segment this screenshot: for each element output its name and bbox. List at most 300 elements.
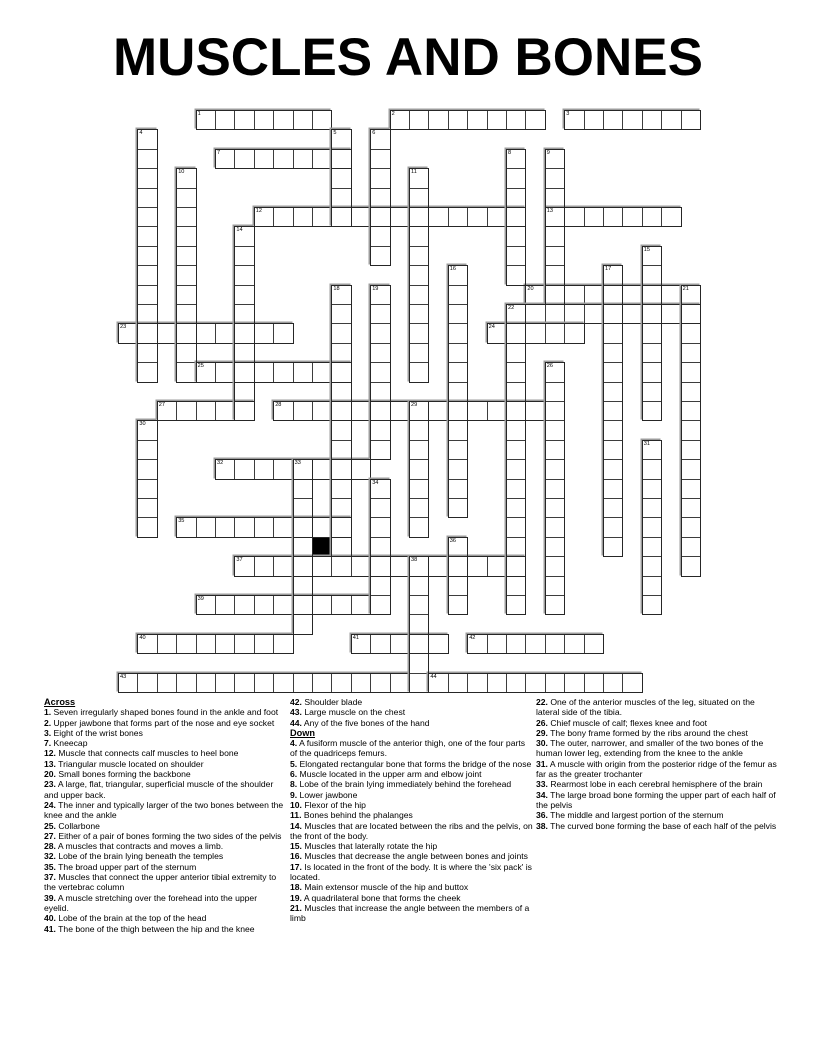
grid-cell[interactable] [254,595,274,615]
grid-cell[interactable] [390,110,410,130]
grid-cell[interactable] [331,129,351,149]
grid-cell[interactable] [409,440,429,460]
grid-cell[interactable] [370,226,390,246]
grid-cell[interactable] [312,362,332,382]
grid-cell[interactable] [448,498,468,518]
grid-cell[interactable] [642,595,662,615]
grid-cell[interactable] [370,323,390,343]
grid-cell[interactable] [409,285,429,305]
grid-cell[interactable] [370,207,390,227]
grid-cell[interactable] [681,440,701,460]
grid-cell[interactable] [545,556,565,576]
grid-cell[interactable] [409,420,429,440]
grid-cell[interactable] [273,323,293,343]
grid-cell[interactable] [370,556,390,576]
grid-cell[interactable] [370,498,390,518]
grid-cell[interactable] [642,576,662,596]
grid-cell[interactable] [448,265,468,285]
grid-cell[interactable] [293,498,313,518]
grid-cell[interactable] [467,110,487,130]
grid-cell[interactable] [622,207,642,227]
grid-cell[interactable] [234,285,254,305]
grid-cell[interactable] [448,673,468,693]
grid-cell[interactable] [603,401,623,421]
grid-cell[interactable] [603,498,623,518]
grid-cell[interactable] [642,323,662,343]
grid-cell[interactable] [545,304,565,324]
grid-cell[interactable] [642,498,662,518]
grid-cell[interactable] [293,517,313,537]
grid-cell[interactable] [137,304,157,324]
grid-cell[interactable] [215,362,235,382]
grid-cell[interactable] [273,401,293,421]
grid-cell[interactable] [642,537,662,557]
grid-cell[interactable] [390,401,410,421]
grid-cell[interactable] [603,537,623,557]
grid-cell[interactable] [525,110,545,130]
grid-cell[interactable] [642,362,662,382]
grid-cell[interactable] [506,673,526,693]
grid-cell[interactable] [370,285,390,305]
grid-cell[interactable] [176,323,196,343]
grid-cell[interactable] [331,537,351,557]
grid-cell[interactable] [176,401,196,421]
grid-cell[interactable] [448,401,468,421]
grid-cell[interactable] [234,110,254,130]
grid-cell[interactable] [293,149,313,169]
grid-cell[interactable] [293,673,313,693]
grid-cell[interactable] [428,207,448,227]
grid-cell[interactable] [176,304,196,324]
grid-cell[interactable] [234,634,254,654]
grid-cell[interactable] [467,556,487,576]
grid-cell[interactable] [390,207,410,227]
grid-cell[interactable] [681,498,701,518]
grid-cell[interactable] [331,207,351,227]
grid-cell[interactable] [312,459,332,479]
grid-cell[interactable] [234,265,254,285]
grid-cell[interactable] [545,323,565,343]
grid-cell[interactable] [137,129,157,149]
grid-cell[interactable] [409,110,429,130]
grid-cell[interactable] [331,188,351,208]
grid-cell[interactable] [254,149,274,169]
grid-cell[interactable] [467,673,487,693]
grid-cell[interactable] [506,537,526,557]
grid-cell[interactable] [293,362,313,382]
grid-cell[interactable] [273,634,293,654]
grid-cell[interactable] [545,498,565,518]
grid-cell[interactable] [293,207,313,227]
grid-cell[interactable] [545,207,565,227]
grid-cell[interactable] [525,673,545,693]
grid-cell[interactable] [545,188,565,208]
grid-cell[interactable] [487,556,507,576]
grid-cell[interactable] [428,556,448,576]
grid-cell[interactable] [409,207,429,227]
grid-cell[interactable] [409,576,429,596]
grid-cell[interactable] [584,673,604,693]
grid-cell[interactable] [545,285,565,305]
grid-cell[interactable] [176,285,196,305]
grid-cell[interactable] [681,323,701,343]
grid-cell[interactable] [137,420,157,440]
grid-cell[interactable] [331,498,351,518]
grid-cell[interactable] [506,265,526,285]
grid-cell[interactable] [506,362,526,382]
grid-cell[interactable] [293,595,313,615]
grid-cell[interactable] [603,304,623,324]
grid-cell[interactable] [545,168,565,188]
grid-cell[interactable] [137,479,157,499]
grid-cell[interactable] [448,576,468,596]
grid-cell[interactable] [254,673,274,693]
grid-cell[interactable] [234,246,254,266]
grid-cell[interactable] [642,246,662,266]
grid-cell[interactable] [545,265,565,285]
grid-cell[interactable] [506,168,526,188]
grid-cell[interactable] [681,537,701,557]
grid-cell[interactable] [137,634,157,654]
grid-cell[interactable] [584,304,604,324]
grid-cell[interactable] [545,226,565,246]
grid-cell[interactable] [506,188,526,208]
grid-cell[interactable] [661,207,681,227]
grid-cell[interactable] [545,634,565,654]
grid-cell[interactable] [351,459,371,479]
grid-cell[interactable] [157,634,177,654]
grid-cell[interactable] [234,323,254,343]
grid-cell[interactable] [506,304,526,324]
grid-cell[interactable] [331,673,351,693]
grid-cell[interactable] [506,401,526,421]
grid-cell[interactable] [681,420,701,440]
grid-cell[interactable] [506,595,526,615]
grid-cell[interactable] [137,459,157,479]
grid-cell[interactable] [273,207,293,227]
grid-cell[interactable] [331,168,351,188]
grid-cell[interactable] [642,304,662,324]
grid-cell[interactable] [525,285,545,305]
grid-cell[interactable] [564,285,584,305]
grid-cell[interactable] [176,226,196,246]
grid-cell[interactable] [312,556,332,576]
grid-cell[interactable] [448,110,468,130]
grid-cell[interactable] [293,614,313,634]
grid-cell[interactable] [448,323,468,343]
grid-cell[interactable] [254,207,274,227]
grid-cell[interactable] [293,576,313,596]
grid-cell[interactable] [254,362,274,382]
grid-cell[interactable] [409,614,429,634]
grid-cell[interactable] [137,149,157,169]
grid-cell[interactable] [681,401,701,421]
grid-cell[interactable] [448,556,468,576]
grid-cell[interactable] [603,343,623,363]
grid-cell[interactable] [642,285,662,305]
grid-cell[interactable] [137,343,157,363]
grid-cell[interactable] [661,110,681,130]
grid-cell[interactable] [545,362,565,382]
grid-cell[interactable] [506,440,526,460]
grid-cell[interactable] [603,440,623,460]
grid-cell[interactable] [506,110,526,130]
grid-cell[interactable] [584,207,604,227]
grid-cell[interactable] [545,673,565,693]
grid-cell[interactable] [506,246,526,266]
grid-cell[interactable] [506,479,526,499]
grid-cell[interactable] [409,226,429,246]
grid-cell[interactable] [370,343,390,363]
grid-cell[interactable] [331,401,351,421]
grid-cell[interactable] [331,517,351,537]
grid-cell[interactable] [564,673,584,693]
grid-cell[interactable] [331,556,351,576]
grid-cell[interactable] [370,149,390,169]
grid-cell[interactable] [448,595,468,615]
grid-cell[interactable] [331,323,351,343]
grid-cell[interactable] [312,110,332,130]
grid-cell[interactable] [331,420,351,440]
grid-cell[interactable] [681,362,701,382]
grid-cell[interactable] [234,556,254,576]
grid-cell[interactable] [176,188,196,208]
grid-cell[interactable] [603,207,623,227]
grid-cell[interactable] [642,479,662,499]
grid-cell[interactable] [176,343,196,363]
grid-cell[interactable] [603,517,623,537]
grid-cell[interactable] [642,265,662,285]
grid-cell[interactable] [448,304,468,324]
grid-cell[interactable] [603,362,623,382]
grid-cell[interactable] [622,110,642,130]
grid-cell[interactable] [448,420,468,440]
grid-cell[interactable] [176,246,196,266]
grid-cell[interactable] [137,673,157,693]
grid-cell[interactable] [681,517,701,537]
grid-cell[interactable] [409,673,429,693]
grid-cell[interactable] [467,634,487,654]
grid-cell[interactable] [370,246,390,266]
grid-cell[interactable] [234,401,254,421]
grid-cell[interactable] [642,440,662,460]
grid-cell[interactable] [137,517,157,537]
grid-cell[interactable] [448,343,468,363]
grid-cell[interactable] [293,537,313,557]
grid-cell[interactable] [681,479,701,499]
grid-cell[interactable] [409,517,429,537]
grid-cell[interactable] [118,323,138,343]
grid-cell[interactable] [564,304,584,324]
grid-cell[interactable] [273,595,293,615]
grid-cell[interactable] [273,459,293,479]
grid-cell[interactable] [448,207,468,227]
grid-cell[interactable] [196,595,216,615]
grid-cell[interactable] [137,168,157,188]
grid-cell[interactable] [448,362,468,382]
grid-cell[interactable] [312,401,332,421]
grid-cell[interactable] [467,207,487,227]
grid-cell[interactable] [234,362,254,382]
grid-cell[interactable] [506,207,526,227]
grid-cell[interactable] [234,459,254,479]
grid-cell[interactable] [331,440,351,460]
grid-cell[interactable] [137,207,157,227]
grid-cell[interactable] [137,188,157,208]
grid-cell[interactable] [137,440,157,460]
grid-cell[interactable] [448,537,468,557]
grid-cell[interactable] [176,634,196,654]
grid-cell[interactable] [196,110,216,130]
grid-cell[interactable] [409,556,429,576]
grid-cell[interactable] [293,479,313,499]
grid-cell[interactable] [312,517,332,537]
grid-cell[interactable] [312,207,332,227]
grid-cell[interactable] [506,382,526,402]
grid-cell[interactable] [545,149,565,169]
grid-cell[interactable] [506,149,526,169]
grid-cell[interactable] [351,207,371,227]
grid-cell[interactable] [409,498,429,518]
grid-cell[interactable] [331,343,351,363]
grid-cell[interactable] [661,285,681,305]
grid-cell[interactable] [525,323,545,343]
grid-cell[interactable] [603,265,623,285]
grid-cell[interactable] [254,517,274,537]
grid-cell[interactable] [428,634,448,654]
grid-cell[interactable] [409,304,429,324]
grid-cell[interactable] [428,110,448,130]
grid-cell[interactable] [448,285,468,305]
grid-cell[interactable] [409,343,429,363]
grid-cell[interactable] [234,595,254,615]
grid-cell[interactable] [370,537,390,557]
grid-cell[interactable] [234,149,254,169]
grid-cell[interactable] [622,673,642,693]
grid-cell[interactable] [234,673,254,693]
grid-cell[interactable] [293,110,313,130]
grid-cell[interactable] [137,226,157,246]
grid-cell[interactable] [642,110,662,130]
grid-cell[interactable] [428,673,448,693]
grid-cell[interactable] [681,110,701,130]
grid-cell[interactable] [409,265,429,285]
grid-cell[interactable] [234,517,254,537]
grid-cell[interactable] [351,595,371,615]
grid-cell[interactable] [137,246,157,266]
grid-cell[interactable] [254,323,274,343]
grid-cell[interactable] [215,459,235,479]
grid-cell[interactable] [622,304,642,324]
grid-cell[interactable] [390,634,410,654]
grid-cell[interactable] [545,459,565,479]
grid-cell[interactable] [506,420,526,440]
grid-cell[interactable] [506,226,526,246]
grid-cell[interactable] [176,207,196,227]
grid-cell[interactable] [681,382,701,402]
grid-cell[interactable] [118,673,138,693]
grid-cell[interactable] [487,401,507,421]
grid-cell[interactable] [293,401,313,421]
grid-cell[interactable] [370,595,390,615]
grid-cell[interactable] [564,110,584,130]
grid-cell[interactable] [254,459,274,479]
grid-cell[interactable] [370,188,390,208]
grid-cell[interactable] [603,323,623,343]
grid-cell[interactable] [545,420,565,440]
grid-cell[interactable] [176,265,196,285]
grid-cell[interactable] [545,479,565,499]
grid-cell[interactable] [603,285,623,305]
grid-cell[interactable] [312,149,332,169]
grid-cell[interactable] [331,459,351,479]
grid-cell[interactable] [215,595,235,615]
grid-cell[interactable] [525,634,545,654]
grid-cell[interactable] [487,673,507,693]
grid-cell[interactable] [564,634,584,654]
grid-cell[interactable] [545,440,565,460]
grid-cell[interactable] [351,634,371,654]
grid-cell[interactable] [545,576,565,596]
grid-cell[interactable] [409,323,429,343]
grid-cell[interactable] [545,537,565,557]
grid-cell[interactable] [487,110,507,130]
grid-cell[interactable] [293,459,313,479]
grid-cell[interactable] [351,401,371,421]
grid-cell[interactable] [681,343,701,363]
grid-cell[interactable] [506,576,526,596]
grid-cell[interactable] [409,653,429,673]
grid-cell[interactable] [331,479,351,499]
grid-cell[interactable] [234,304,254,324]
grid-cell[interactable] [409,595,429,615]
grid-cell[interactable] [215,323,235,343]
grid-cell[interactable] [137,285,157,305]
grid-cell[interactable] [545,401,565,421]
grid-cell[interactable] [603,459,623,479]
grid-cell[interactable] [234,226,254,246]
grid-cell[interactable] [157,401,177,421]
grid-cell[interactable] [642,207,662,227]
grid-cell[interactable] [370,479,390,499]
grid-cell[interactable] [176,168,196,188]
grid-cell[interactable] [642,382,662,402]
grid-cell[interactable] [370,673,390,693]
grid-cell[interactable] [254,110,274,130]
grid-cell[interactable] [681,556,701,576]
grid-cell[interactable] [370,129,390,149]
grid-cell[interactable] [506,556,526,576]
grid-cell[interactable] [176,517,196,537]
grid-cell[interactable] [215,110,235,130]
grid-cell[interactable] [137,498,157,518]
grid-cell[interactable] [642,459,662,479]
grid-cell[interactable] [622,285,642,305]
grid-cell[interactable] [312,673,332,693]
grid-cell[interactable] [545,517,565,537]
grid-cell[interactable] [642,556,662,576]
grid-cell[interactable] [137,265,157,285]
grid-cell[interactable] [642,343,662,363]
grid-cell[interactable] [681,459,701,479]
grid-cell[interactable] [196,634,216,654]
grid-cell[interactable] [157,323,177,343]
grid-cell[interactable] [564,323,584,343]
grid-cell[interactable] [409,459,429,479]
grid-cell[interactable] [331,149,351,169]
grid-cell[interactable] [409,188,429,208]
grid-cell[interactable] [603,382,623,402]
